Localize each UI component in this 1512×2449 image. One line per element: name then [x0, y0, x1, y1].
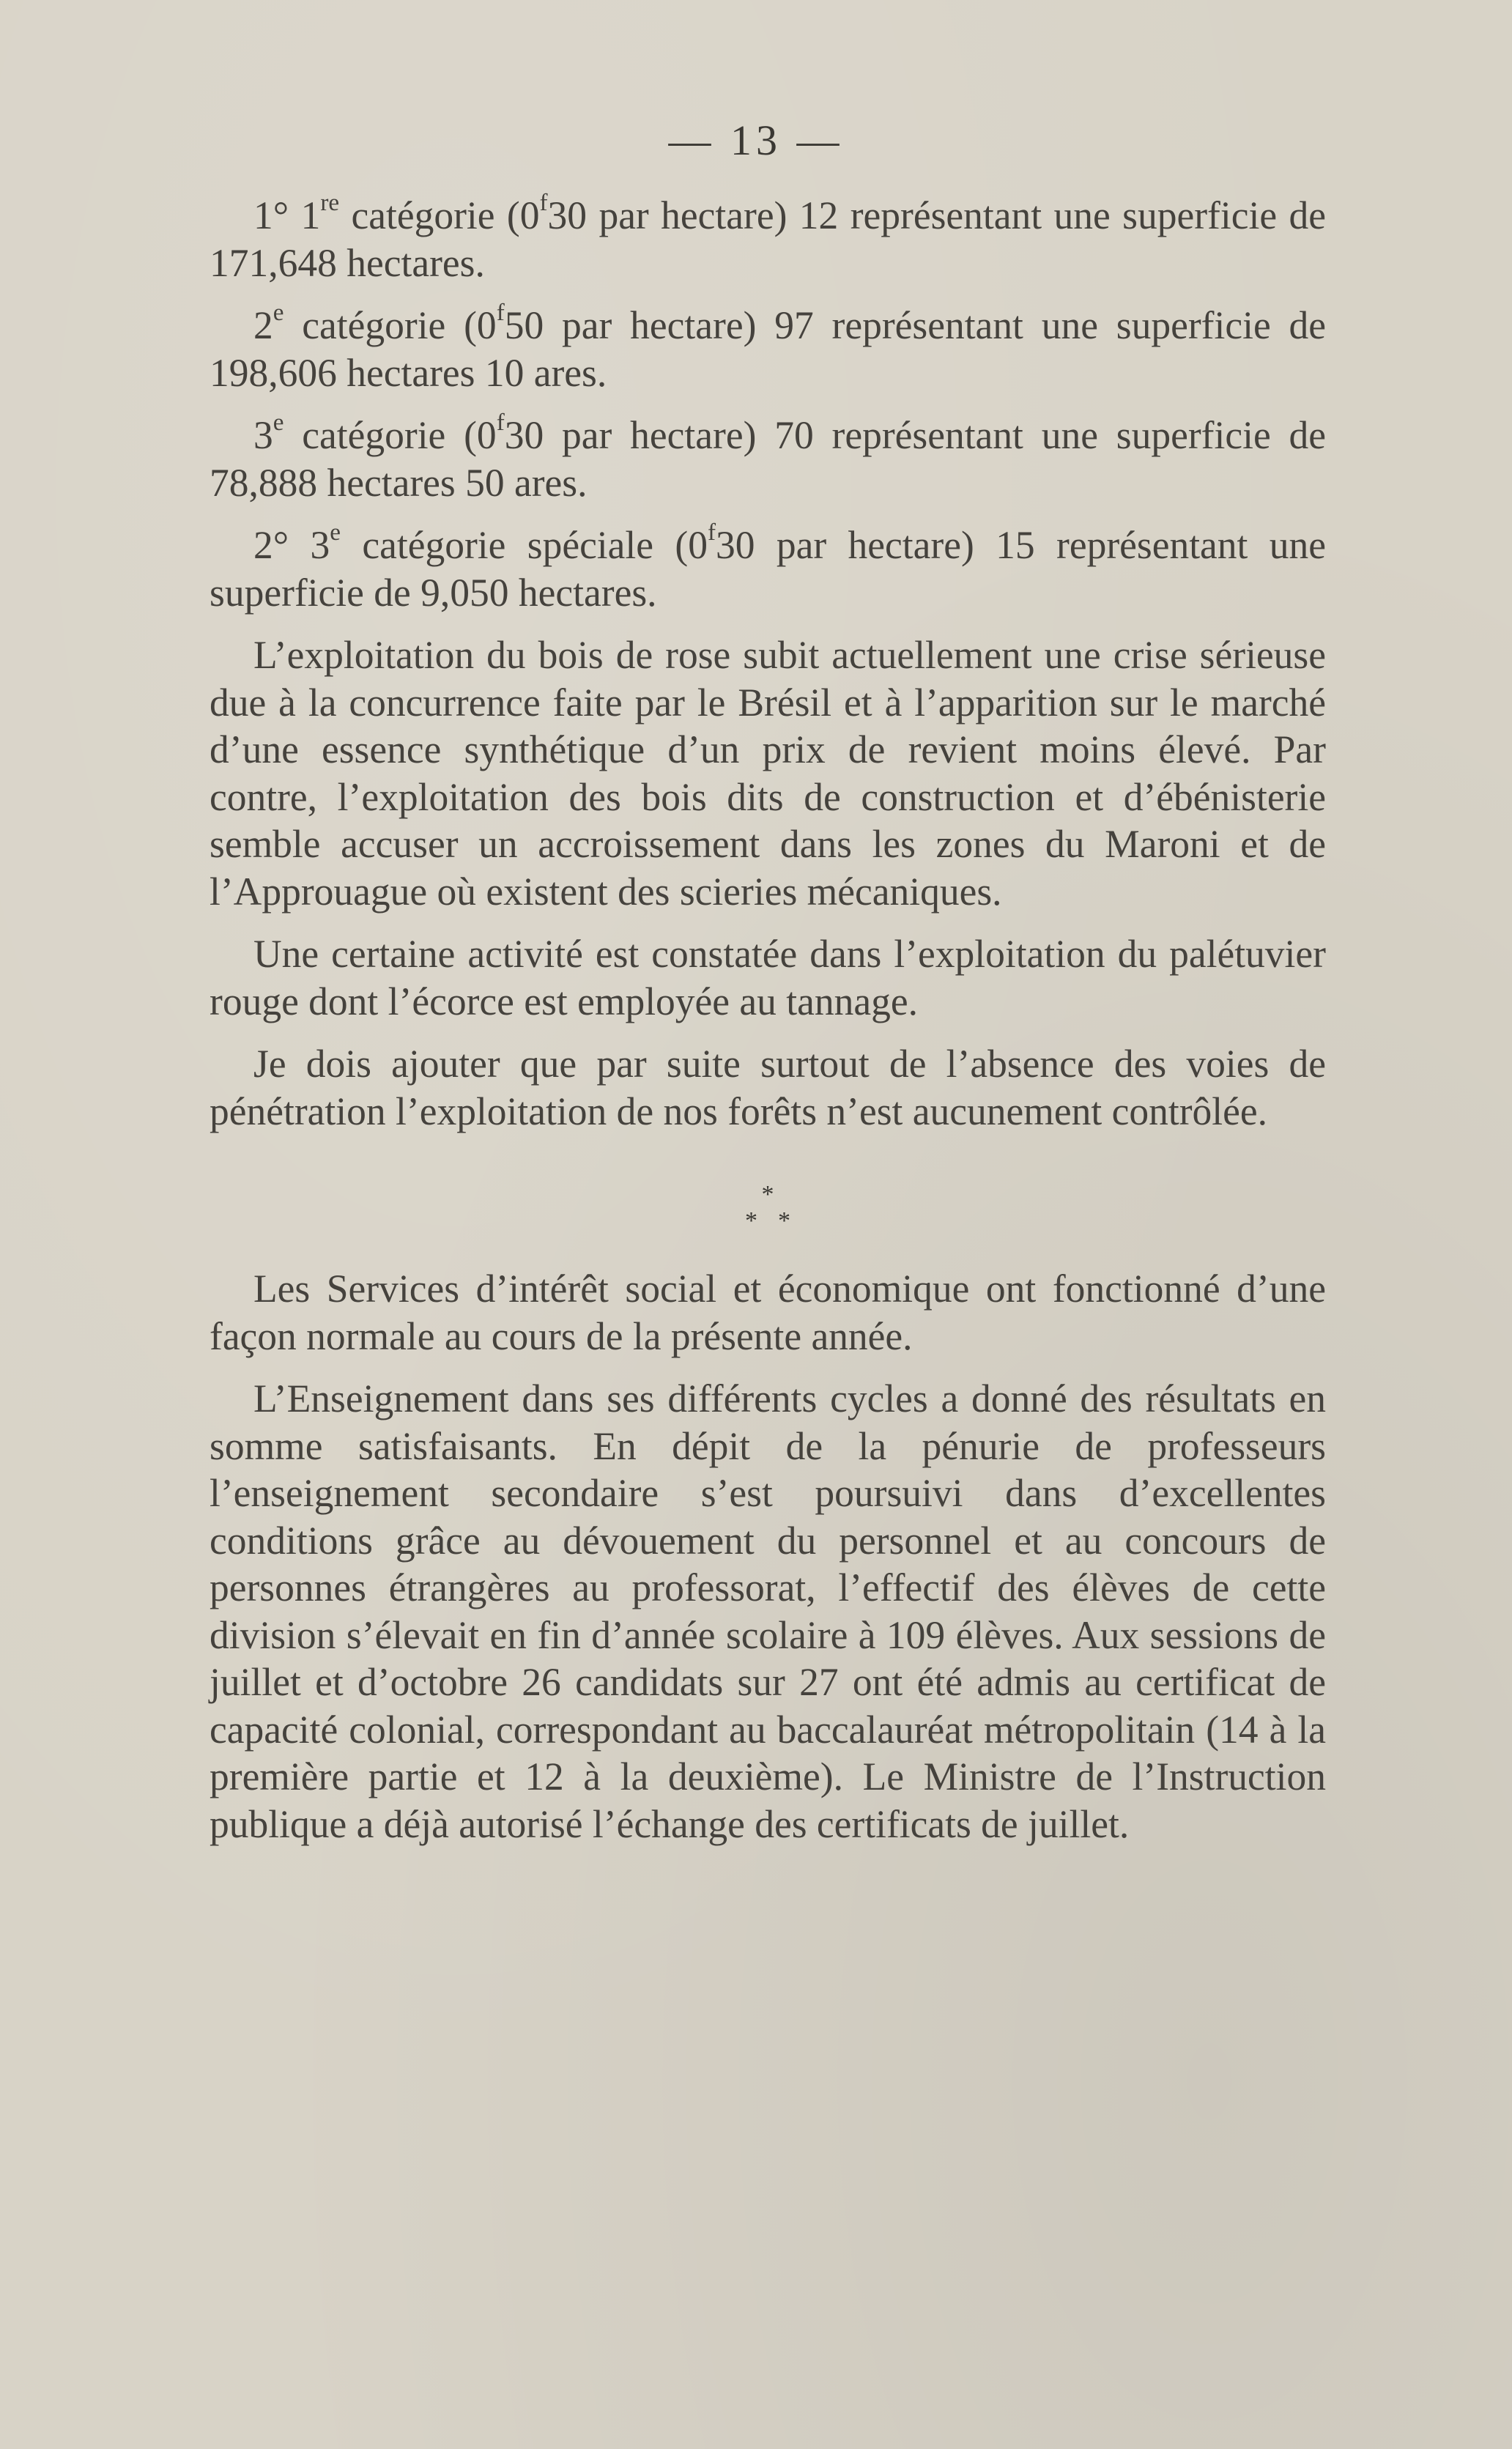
paragraph-category-1	[210, 189, 1326, 286]
category-number: 1	[300, 193, 321, 237]
paragraph-education: L’Enseignement dans ses différents cycles a donné des résultats en somme satisfaisants. En dépit de la pénurie de professeurs l’enseignement secondaire s’est poursuivi dans d’excellentes conditions grâce au dévouement du personnel et au concours de personnes étrangères au professorat, l’effectif des élèves de cette division s’élevait en fin d’année scolaire à 109 élèves. Aux sessions de juillet et d’octobre 26 candidats sur 27 ont été admis au certificat de capacité colonial, correspondant au baccalauréat métropolitain (14 à la première partie et 12 à la deuxième). Le Ministre de l’Instruction publique a déjà autorisé l’échange des certificats de juillet.	[210, 1377, 1326, 1846]
asterism-bottom: **	[745, 1207, 811, 1234]
category-text: catégorie (0	[339, 193, 540, 237]
paragraph-forest-control: Je dois ajouter que par suite surtout de l’absence des voies de pénétration l’exploitation de nos forêts n’est aucunement contrôlée.	[210, 1042, 1326, 1133]
list-number: 2°	[253, 523, 289, 567]
asterism-top: *	[761, 1181, 774, 1208]
category-text-rest: 30 par hectare) 12 représentant une superficie de 171,648 hectares.	[210, 193, 1326, 285]
franc-unit: f	[496, 299, 505, 327]
category-text-rest: 50 par hectare) 97 représentant une superficie de 198,606 hectares 10 ares.	[210, 303, 1326, 395]
category-text-rest: 30 par hectare) 70 représentant une superficie de 78,888 hectares 50 ares.	[210, 413, 1326, 505]
category-ordinal: e	[330, 519, 341, 547]
paragraph-category-3	[210, 409, 1326, 506]
category-ordinal: re	[320, 189, 340, 217]
category-ordinal: e	[273, 299, 284, 327]
category-text: catégorie (0	[284, 303, 497, 347]
franc-unit: f	[707, 519, 716, 547]
category-text-rest: 30 par hectare) 15 représentant une superficie de 9,050 hectares.	[210, 523, 1327, 615]
franc-unit: f	[539, 189, 548, 217]
paragraph-category-2	[210, 299, 1326, 396]
category-text: catégorie (0	[284, 413, 497, 457]
category-number: 3	[310, 523, 330, 567]
category-number: 2	[253, 303, 273, 347]
body-text	[210, 189, 1327, 1848]
paragraph-special-category	[210, 519, 1327, 616]
franc-unit: f	[496, 409, 505, 437]
paragraph-rosewood: L’exploitation du bois de rose subit actuellement une crise sérieuse due à la concurrence faite par le Brésil et à l’apparition sur le marché d’une essence synthétique d’un prix de revient moins élevé. Par contre, l’exploitation des bois dits de construction et d’ébénisterie semble accuser un accroissement dans les zones du Maroni et de l’Approuague où existent des scieries mécaniques.	[210, 633, 1326, 914]
paragraph-mangrove: Une certaine activité est constatée dans l’exploitation du palétuvier rouge dont l’écorce est employée au tannage.	[210, 932, 1326, 1023]
section-separator-asterism	[210, 1182, 1326, 1234]
list-number: 1°	[253, 193, 289, 237]
category-number: 3	[253, 413, 273, 457]
category-ordinal: e	[273, 409, 284, 437]
category-text: catégorie spéciale (0	[341, 523, 708, 567]
page-number: — 13 —	[668, 116, 844, 164]
paragraph-social-services: Les Services d’intérêt social et économique ont fonctionné d’une façon normale au cours de la présente année.	[210, 1267, 1326, 1358]
